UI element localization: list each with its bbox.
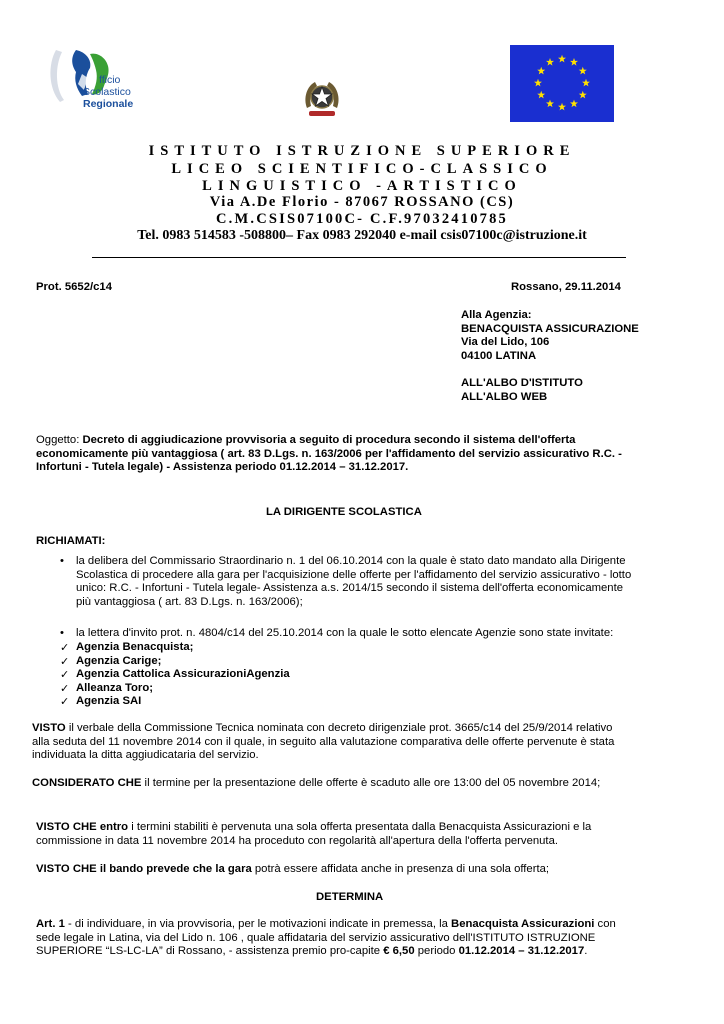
art-1-premium: € 6,50: [383, 945, 415, 958]
bullet-1-line: unico: R.C. - Infortuni - Tutela legale- Assistenza a.s. 2014/15 secondo il sistema dell'offerta economicamente: [76, 582, 623, 595]
visto-entro-paragraph: [36, 821, 672, 848]
recipient-line: 04100 LATINA: [461, 349, 537, 362]
recipient-line: ALL'ALBO D'ISTITUTO: [461, 376, 583, 389]
protocol-number: Prot. 5652/c14: [36, 281, 112, 293]
usr-text-3: Regionale: [83, 98, 134, 110]
recipient-line: [461, 363, 639, 377]
visto-entro-line-2: commissione in data 11 novembre 2014 ha proceduto con regolarità all'apertura della l'offerta pervenuta.: [36, 834, 558, 847]
art-1-line-2: sede legale in Latina, via del Lido n. 106 , quale affidataria del servizio assicurativo dell'ISTITUTO ISTRUZIONE: [36, 931, 596, 944]
visto-line-3: individuata la ditta aggiudicataria del servizio.: [32, 749, 259, 762]
usr-text-2: Scolastico: [83, 86, 131, 98]
art-1-line-1a: - di individuare, in via provvisoria, per le motivazioni indicate in premessa, la: [64, 918, 452, 930]
art-1-line-3c: periodo: [414, 945, 459, 958]
bullet-1-line: più vantaggiosa ( art. 83 D.Lgs. n. 163/2006);: [76, 595, 303, 608]
visto-entro-label: VISTO CHE entro: [36, 821, 129, 833]
checkmark-icon: ✓: [60, 656, 70, 668]
header-line-5: C.M.CSIS07100C- C.F.97032410785: [215, 211, 509, 227]
visto-bando-paragraph: [36, 863, 549, 877]
header-line-3: LINGUISTICO -ARTISTICO: [202, 178, 522, 194]
visto-line-1: il verbale della Commissione Tecnica nominata con decreto dirigenziale prot. 3665/c14 del 25/9/2014 relativo: [65, 722, 613, 734]
checkmark-icon: ✓: [60, 669, 70, 681]
art-1-line-1c: con: [594, 918, 616, 930]
visto-label: VISTO: [32, 722, 66, 734]
eu-star-icon: [579, 91, 587, 99]
bullet-1-line: Scolastica di procedere alla gara per l'acquisizione delle offerte per l'affidamento del servizio assicurativo - lotto: [76, 568, 632, 581]
agency-item: Agenzia Carige;: [76, 655, 162, 667]
bullet-1-text: [76, 555, 686, 609]
considerato-text: il termine per la presentazione delle offerte è scaduto alle ore 13:00 del 05 novembre 2014;: [141, 777, 601, 789]
checkmark-icon: ✓: [60, 683, 70, 695]
agency-item: Agenzia SAI: [76, 695, 142, 707]
eu-star-icon: [558, 103, 566, 111]
visto-bando-text: potrà essere affidata anche in presenza di una sola offerta;: [251, 863, 550, 875]
header-line-4: Via A.De Florio - 87067 ROSSANO (CS): [209, 194, 515, 210]
agency-item: Alleanza Toro;: [76, 682, 153, 694]
eu-star-icon: [570, 58, 578, 66]
determina-heading: DETERMINA: [316, 891, 384, 903]
visto-bando-label: VISTO CHE il bando prevede che la gara: [36, 863, 252, 875]
checkmark-icon: ✓: [60, 642, 70, 654]
eu-star-icon: [546, 58, 554, 66]
bullet-icon: •: [60, 627, 64, 639]
bullet-1-line: la delibera del Commissario Straordinario n. 1 del 06.10.2014 con la quale è stato dato mandato alla Dirigente: [76, 555, 626, 567]
subject-block: [36, 434, 622, 475]
eu-star-icon: [537, 67, 545, 75]
eu-star-icon: [546, 100, 554, 108]
header-line-6: Tel. 0983 514583 -508800– Fax 0983 292040 e-mail csis07100c@istruzione.it: [137, 228, 587, 243]
eu-star-icon: [558, 55, 566, 63]
bullet-icon: •: [60, 555, 64, 567]
agency-item: Agenzia Cattolica AssicurazioniAgenzia: [76, 668, 290, 680]
visto-paragraph: [32, 722, 672, 763]
eu-flag-icon: [510, 45, 614, 122]
subject-line-1: Decreto di aggiudicazione provvisoria a seguito di procedura secondo il sistema dell'offerta: [82, 434, 576, 446]
richiamati-heading: RICHIAMATI:: [36, 535, 106, 547]
agency-item: Agenzia Benacquista;: [76, 641, 194, 653]
visto-entro-line-1: i termini stabiliti è pervenuta una sola offerta presentata dalla Benacquista Assicurazioni e la: [128, 821, 592, 833]
subject-line-2: economicamente più vantaggiosa ( art. 83 D.Lgs. n. 163/2006 per l'affidamento del servizio assicurativo R.C. -: [36, 447, 622, 460]
italian-republic-emblem-icon: [303, 78, 341, 120]
subject-line-3: Infortuni - Tutela legale) - Assistenza periodo 01.12.2014 – 31.12.2017.: [36, 461, 409, 474]
dirigente-title: LA DIRIGENTE SCOLASTICA: [266, 506, 422, 518]
eu-star-icon: [582, 79, 590, 87]
usr-text-1: fficio: [99, 74, 121, 86]
art-1-paragraph: [36, 918, 672, 959]
considerato-label: CONSIDERATO CHE: [32, 777, 142, 789]
recipient-block: [461, 309, 639, 404]
recipient-line: BENACQUISTA ASSICURAZIONE: [461, 322, 639, 335]
art-1-company: Benacquista Assicurazioni: [451, 918, 595, 930]
checkmark-icon: ✓: [60, 696, 70, 708]
eu-star-icon: [537, 91, 545, 99]
eu-star-icon: [570, 100, 578, 108]
art-1-label: Art. 1: [36, 918, 65, 930]
subject-label: Oggetto:: [36, 434, 83, 446]
usr-logo: [46, 44, 150, 120]
considerato-paragraph: [32, 777, 600, 791]
recipient-line: Alla Agenzia:: [461, 309, 532, 321]
bullet-2-text: la lettera d'invito prot. n. 4804/c14 del 25.10.2014 con la quale le sotto elencate Agenzie sono state invitate:: [76, 627, 614, 639]
document-date: Rossano, 29.11.2014: [511, 281, 621, 293]
eu-star-icon: [579, 67, 587, 75]
recipient-line: ALL'ALBO WEB: [461, 390, 548, 403]
header-line-2: LICEO SCIENTIFICO-CLASSICO: [171, 161, 553, 177]
header-line-1: ISTITUTO ISTRUZIONE SUPERIORE: [148, 143, 576, 159]
art-1-period: 01.12.2014 – 31.12.2017: [458, 945, 585, 958]
recipient-line: Via del Lido, 106: [461, 336, 550, 349]
header-divider: [92, 257, 626, 258]
visto-line-2: alla seduta del 11 novembre 2014 con il quale, in seguito alla valutazione comparativa delle offerte pervenute è stata: [32, 735, 615, 748]
art-1-line-3a: SUPERIORE “LS-LC-LA” di Rossano, - assistenza premio pro-capite: [36, 945, 384, 958]
art-1-line-3e: .: [584, 945, 588, 958]
eu-star-icon: [534, 79, 542, 87]
